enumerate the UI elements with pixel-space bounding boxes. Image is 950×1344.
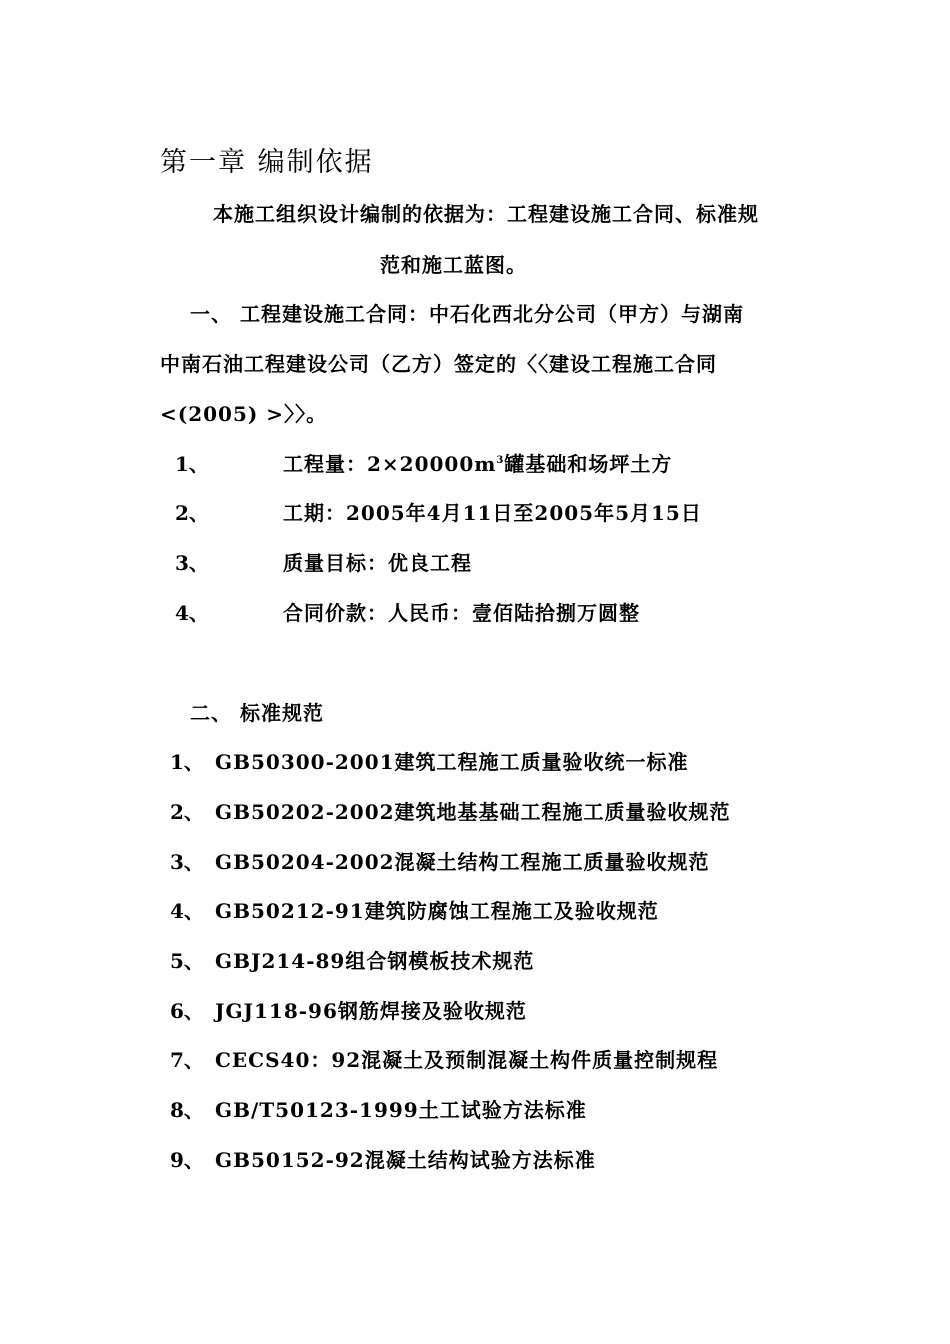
list-item-number: 3、 [175,551,209,575]
list-item-number: 2、 [175,501,209,525]
list-item-number: 2、 [170,800,204,824]
list-item-number: 1、 [170,750,204,774]
list-item-number: 6、 [170,999,204,1023]
list-item: 合同价款：人民币：壹佰陆拾捌万圆整 [283,601,640,625]
section1-heading-line-1: 一、 工程建设施工合同：中石化西北分公司（甲方）与湖南 [190,302,744,326]
list-item: JGJ118-96钢筋焊接及验收规范 [215,999,527,1023]
section1-heading-line-3: <(2005) >〉〉。 [160,402,328,426]
chapter-title: 第一章 编制依据 [160,147,374,178]
intro-line-1: 本施工组织设计编制的依据为：工程建设施工合同、标准规 [213,202,759,226]
list-item-number: 7、 [170,1048,204,1072]
superscript: 3 [496,455,505,466]
list-item: 质量目标：优良工程 [283,551,472,575]
list-item: GB/T50123-1999土工试验方法标准 [215,1098,587,1122]
list-item-number: 1、 [175,452,209,476]
list-item: CECS40：92混凝土及预制混凝土构件质量控制规程 [215,1048,719,1072]
list-item: GB50202-2002建筑地基基础工程施工质量验收规范 [215,800,731,824]
list-item: GB50152-92混凝土结构试验方法标准 [215,1148,596,1172]
list-item-text: 罐基础和场坪土方 [504,452,673,476]
list-item: 工期：2005年4月11日至2005年5月15日 [283,501,702,525]
list-item-number: 5、 [170,949,204,973]
list-item-number: 9、 [170,1148,204,1172]
list-item: GB50204-2002混凝土结构工程施工质量验收规范 [215,850,710,874]
list-item-number: 4、 [170,899,204,923]
section1-heading-line-2: 中南石油工程建设公司（乙方）签定的〈〈建设工程施工合同 [160,352,717,376]
list-item-text: 工程量：2×20000m [283,452,497,476]
list-item-number: 8、 [170,1098,204,1122]
intro-line-2: 范和施工蓝图。 [380,253,527,277]
list-item [283,450,672,478]
list-item: GB50300-2001建筑工程施工质量验收统一标准 [215,750,689,774]
section2-heading: 二、 标准规范 [190,701,324,725]
list-item: GB50212-91建筑防腐蚀工程施工及验收规范 [215,899,659,923]
list-item: GBJ214-89组合钢模板技术规范 [215,949,535,973]
list-item-number: 3、 [170,850,204,874]
list-item-number: 4、 [175,601,209,625]
